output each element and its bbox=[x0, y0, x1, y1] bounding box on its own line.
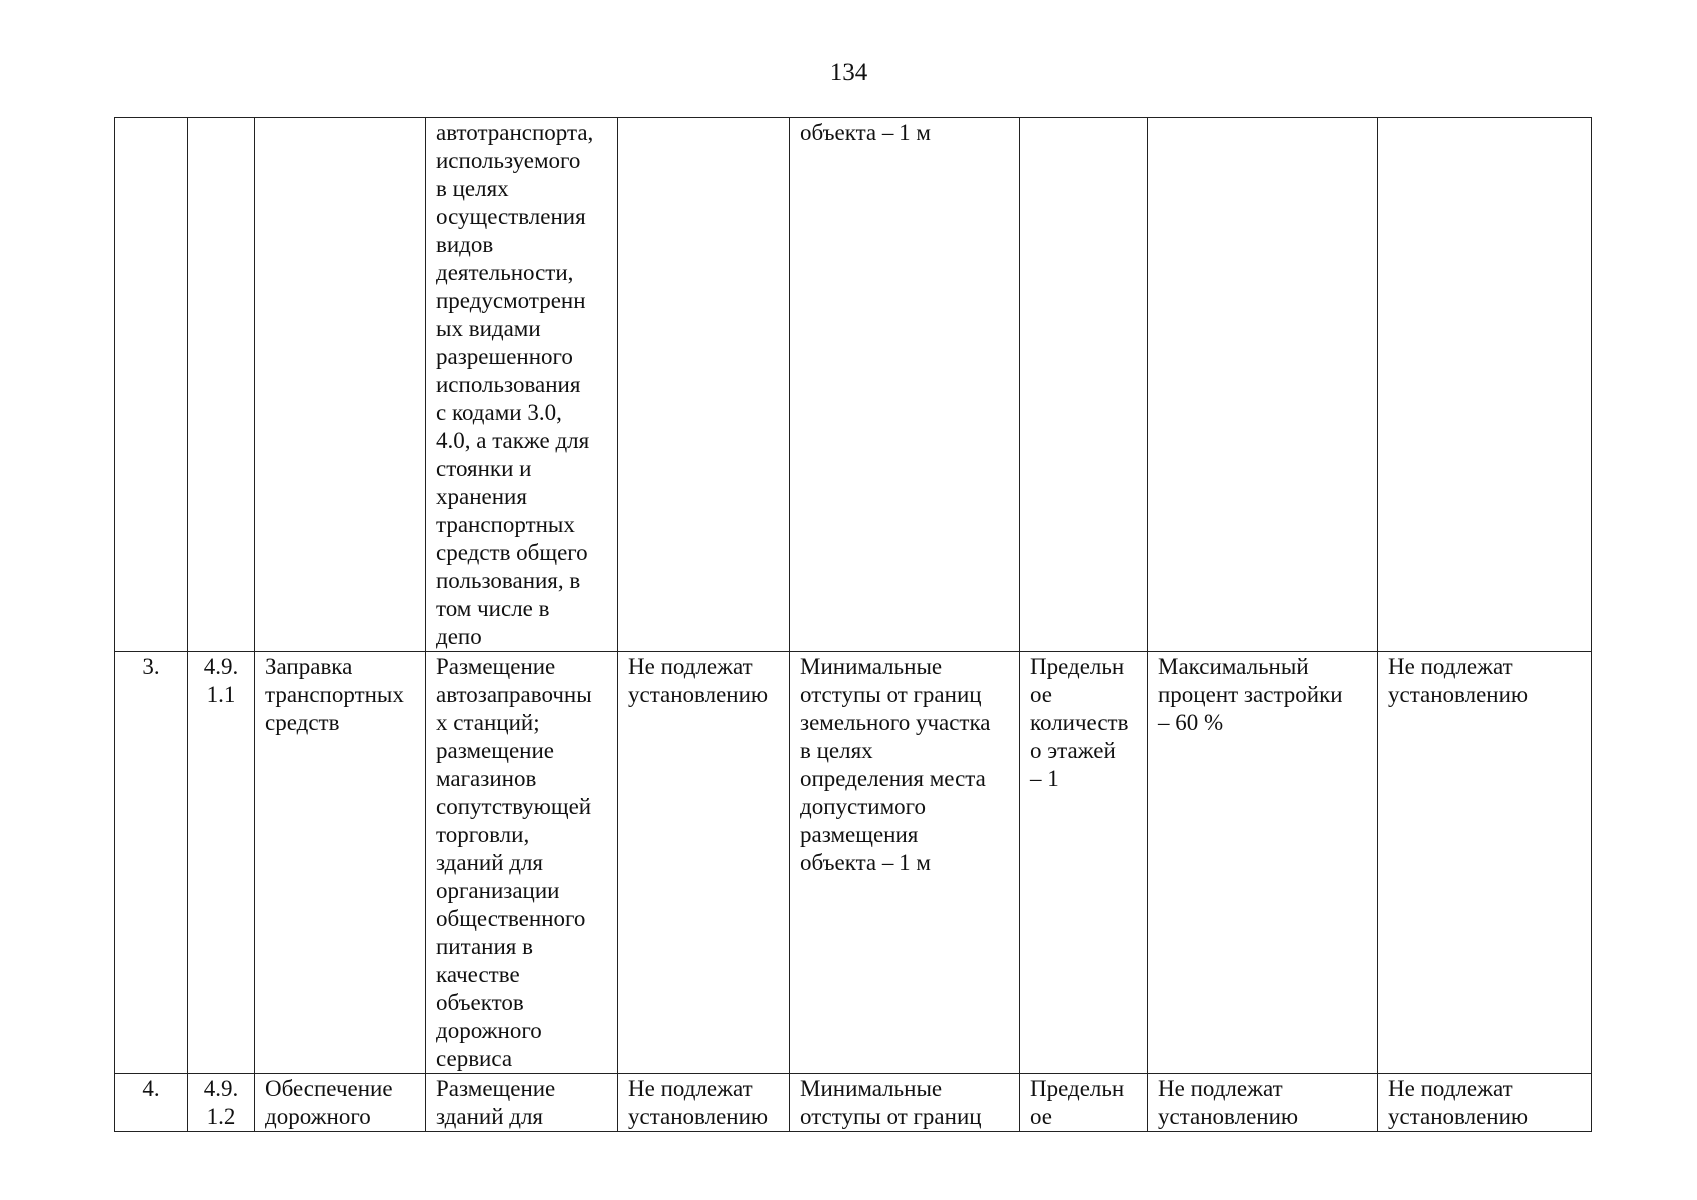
page-number: 134 bbox=[829, 59, 868, 86]
cell-text-line: объектов bbox=[436, 990, 524, 1015]
cell-text-line: отступы от границ bbox=[800, 1104, 982, 1129]
cell-text-line: транспортных bbox=[436, 512, 575, 537]
cell-text-line: осуществления bbox=[436, 204, 586, 229]
cell-text-line: объекта – 1 м bbox=[800, 850, 931, 875]
cell-text-line: в целях bbox=[800, 738, 873, 763]
cell-text-line: Минимальные bbox=[800, 654, 943, 679]
cell-other-params bbox=[1378, 118, 1592, 652]
regulations-table bbox=[114, 117, 1592, 1132]
cell-text-line: 4.9. bbox=[203, 1076, 239, 1101]
cell-text-line: Предельн bbox=[1030, 654, 1125, 679]
cell-text-line: 1.1 bbox=[206, 682, 236, 707]
cell-text-line: деятельности, bbox=[436, 260, 574, 285]
cell-use-description bbox=[426, 118, 618, 652]
cell-row-number bbox=[115, 118, 188, 652]
cell-text-line: определения места bbox=[800, 766, 986, 791]
cell-text-line: используемого bbox=[436, 148, 581, 173]
cell-text-line: допустимого bbox=[800, 794, 926, 819]
cell-setbacks bbox=[790, 1074, 1020, 1132]
cell-text-line: отступы от границ bbox=[800, 682, 982, 707]
cell-text-line: видов bbox=[436, 232, 494, 257]
cell-text-line: земельного участка bbox=[800, 710, 991, 735]
table-row bbox=[115, 1074, 1592, 1132]
cell-text-line: предусмотренн bbox=[436, 288, 586, 313]
cell-text-line: установлению bbox=[1388, 682, 1529, 707]
cell-code bbox=[188, 1074, 255, 1132]
cell-text-line: размещения bbox=[800, 822, 919, 847]
cell-text-line: депо bbox=[436, 624, 482, 649]
cell-text-line: х станций; bbox=[436, 710, 540, 735]
cell-floors bbox=[1020, 652, 1148, 1074]
cell-text-line: 4. bbox=[142, 1076, 160, 1101]
table-row bbox=[115, 652, 1592, 1074]
cell-other-params bbox=[1378, 652, 1592, 1074]
cell-floors bbox=[1020, 1074, 1148, 1132]
cell-text-line: ое bbox=[1030, 1104, 1052, 1129]
cell-setbacks bbox=[790, 118, 1020, 652]
cell-text-line: сервиса bbox=[436, 1046, 513, 1071]
cell-text-line: разрешенного bbox=[436, 344, 573, 369]
cell-text-line: пользования, в bbox=[436, 568, 581, 593]
cell-text-line: Размещение bbox=[436, 1076, 556, 1101]
cell-coverage bbox=[1148, 652, 1378, 1074]
cell-text-line: транспортных bbox=[265, 682, 404, 707]
cell-text-line: процент застройки bbox=[1158, 682, 1343, 707]
cell-text-line: стоянки и bbox=[436, 456, 532, 481]
cell-text-line: Не подлежат bbox=[628, 1076, 753, 1101]
cell-floors bbox=[1020, 118, 1148, 652]
cell-text-line: с кодами 3.0, bbox=[436, 400, 562, 425]
cell-text-line: Размещение bbox=[436, 654, 556, 679]
cell-text-line: 4.0, а также для bbox=[436, 428, 590, 453]
cell-text-line: 3. bbox=[142, 654, 160, 679]
cell-text-line: организации bbox=[436, 878, 560, 903]
cell-text-line: Не подлежат bbox=[1158, 1076, 1283, 1101]
cell-other-params bbox=[1378, 1074, 1592, 1132]
cell-text-line: в целях bbox=[436, 176, 509, 201]
cell-row-number bbox=[115, 652, 188, 1074]
cell-text-line: установлению bbox=[628, 1104, 769, 1129]
cell-text-line: Предельн bbox=[1030, 1076, 1125, 1101]
cell-text-line: автотранспорта, bbox=[436, 120, 594, 145]
cell-text-line: магазинов bbox=[436, 766, 537, 791]
cell-text-line: Не подлежат bbox=[1388, 654, 1513, 679]
cell-text-line: о этажей bbox=[1030, 738, 1116, 763]
cell-text-line: ое bbox=[1030, 682, 1052, 707]
cell-text-line: Не подлежат bbox=[628, 654, 753, 679]
cell-text-line: – 1 bbox=[1030, 766, 1059, 791]
cell-text-line: – 60 % bbox=[1158, 710, 1224, 735]
cell-text-line: количеств bbox=[1030, 710, 1129, 735]
table-body bbox=[115, 118, 1592, 1132]
cell-text-line: средств общего bbox=[436, 540, 588, 565]
cell-coverage bbox=[1148, 118, 1378, 652]
cell-text-line: зданий для bbox=[436, 850, 544, 875]
cell-text-line: зданий для bbox=[436, 1104, 544, 1129]
cell-text-line: качестве bbox=[436, 962, 520, 987]
cell-text-line: сопутствующей bbox=[436, 794, 592, 819]
cell-text-line: общественного bbox=[436, 906, 586, 931]
cell-text-line: дорожного bbox=[436, 1018, 542, 1043]
cell-text-line: установлению bbox=[1388, 1104, 1529, 1129]
cell-text-line: использования bbox=[436, 372, 581, 397]
cell-text-line: дорожного bbox=[265, 1104, 371, 1129]
cell-text-line: установлению bbox=[1158, 1104, 1299, 1129]
cell-text-line: торговли, bbox=[436, 822, 530, 847]
cell-text-line: автозаправочны bbox=[436, 682, 592, 707]
cell-setbacks bbox=[790, 652, 1020, 1074]
cell-text-line: Обеспечение bbox=[265, 1076, 393, 1101]
cell-min-max-area bbox=[618, 118, 790, 652]
cell-text-line: средств bbox=[265, 710, 340, 735]
cell-row-number bbox=[115, 1074, 188, 1132]
cell-code bbox=[188, 652, 255, 1074]
cell-use-description bbox=[426, 652, 618, 1074]
cell-text-line: 1.2 bbox=[206, 1104, 236, 1129]
cell-text-line: объекта – 1 м bbox=[800, 120, 931, 145]
cell-text-line: Не подлежат bbox=[1388, 1076, 1513, 1101]
cell-use-name bbox=[255, 1074, 426, 1132]
cell-use-name bbox=[255, 652, 426, 1074]
cell-code bbox=[188, 118, 255, 652]
cell-min-max-area bbox=[618, 652, 790, 1074]
cell-use-description bbox=[426, 1074, 618, 1132]
table-row bbox=[115, 118, 1592, 652]
cell-text-line: Заправка bbox=[265, 654, 353, 679]
cell-coverage bbox=[1148, 1074, 1378, 1132]
cell-text-line: размещение bbox=[436, 738, 554, 763]
cell-min-max-area bbox=[618, 1074, 790, 1132]
cell-text-line: Максимальный bbox=[1158, 654, 1309, 679]
cell-text-line: Минимальные bbox=[800, 1076, 943, 1101]
cell-text-line: ых видами bbox=[436, 316, 541, 341]
cell-text-line: том числе в bbox=[436, 596, 550, 621]
cell-text-line: питания в bbox=[436, 934, 533, 959]
cell-use-name bbox=[255, 118, 426, 652]
cell-text-line: 4.9. bbox=[203, 654, 239, 679]
cell-text-line: хранения bbox=[436, 484, 527, 509]
cell-text-line: установлению bbox=[628, 682, 769, 707]
